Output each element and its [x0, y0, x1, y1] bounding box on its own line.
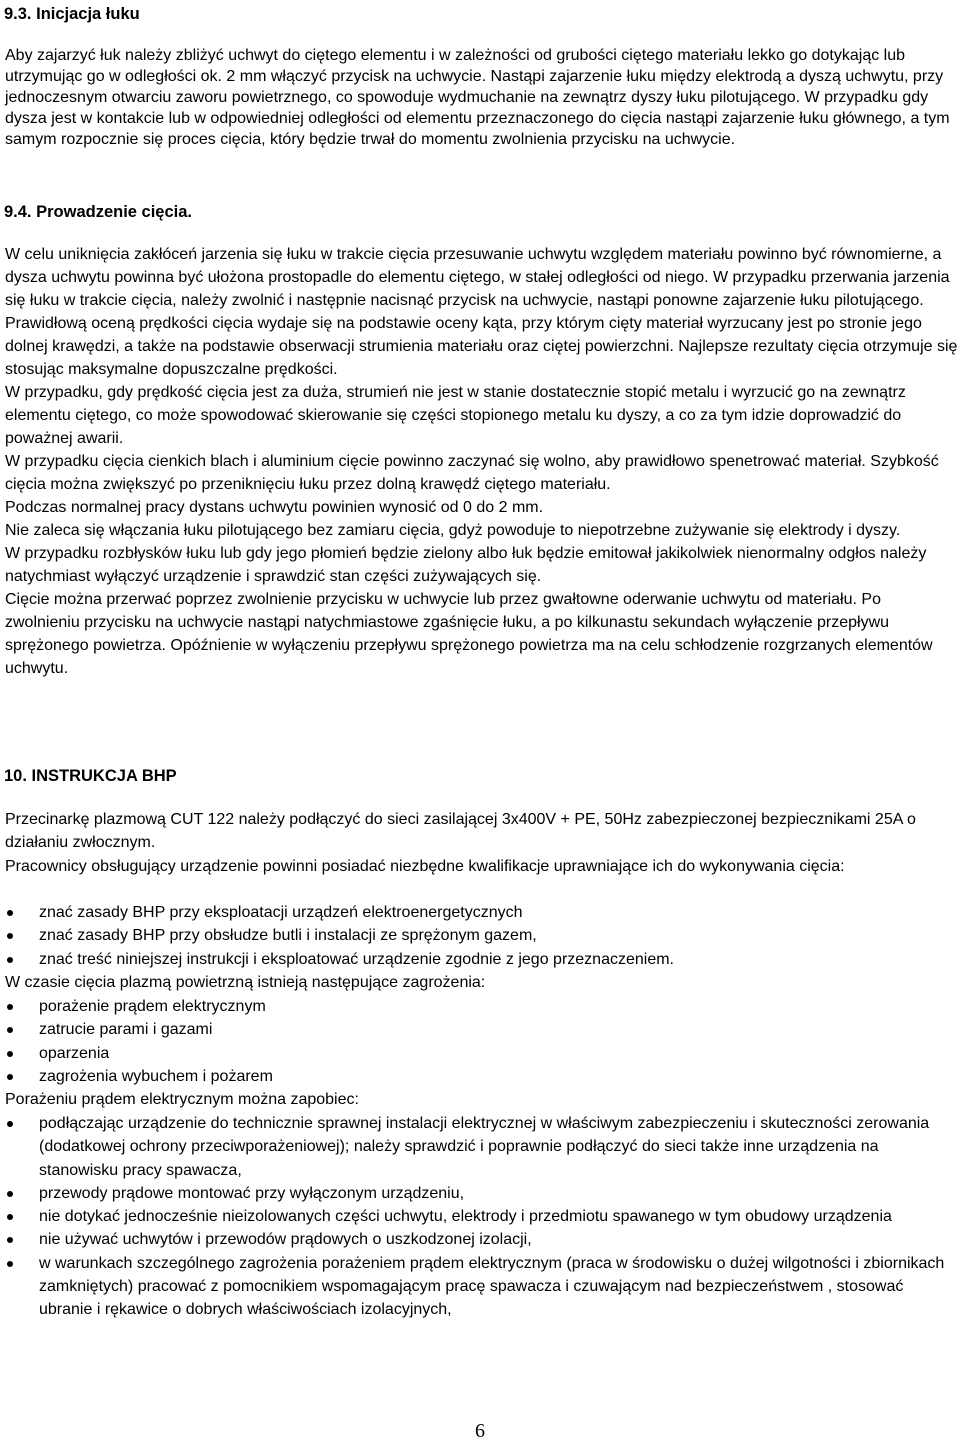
section-heading-10: 10. INSTRUKCJA BHP [4, 767, 177, 785]
paragraph: Przecinarkę plazmową CUT 122 należy podłączyć do sieci zasilającej 3x400V + PE, 50Hz zabezpieczonej bezpiecznikami 25A o działaniu zwłocznym. [5, 811, 916, 852]
paragraph: W przypadku rozbłysków łuku lub gdy jego płomień będzie zielony albo łuk będzie emitował jakikolwiek nienormalny odgłos należy natychmiast wyłączyć urządzenie i sprawdzić stan części zużywających się. [5, 545, 927, 585]
paragraph: Prawidłową oceną prędkości cięcia wydaje się na podstawie oceny kąta, przy którym cięty materiał wyrzucany jest po stronie jego dolnej krawędzi, a także na podstawie obserwacji strumienia materiału oraz ciętej powierzchni. Najlepsze rezultaty cięcia otrzymuje się stosując maksymalne dopuszczalne prędkości. [5, 315, 958, 378]
section-10-intro [5, 808, 958, 878]
bullet-icon [7, 1121, 13, 1127]
bullet-icon [7, 1261, 13, 1267]
qualifications-list [0, 901, 960, 971]
list-item: porażenie prądem elektrycznym [0, 995, 960, 1018]
hazards-list [0, 995, 960, 1088]
list-item: znać zasady BHP przy eksploatacji urządzeń elektroenergetycznych [0, 901, 960, 924]
page-number: 6 [475, 1420, 485, 1442]
bullet-icon [7, 1191, 13, 1197]
list-item: zatrucie parami i gazami [0, 1018, 960, 1041]
list-item: podłączając urządzenie do technicznie sprawnej instalacji elektrycznej w właściwym zabezpieczeniu i skuteczności zerowania (dodatkowej ochrony przeciwporażeniowej); należy sprawdzić i poprawnie podłączyć do sieci także inne urządzenia na stanowisku pracy spawacza, [0, 1112, 960, 1182]
bullet-icon [7, 1051, 13, 1057]
prevention-intro: Porażeniu prądem elektrycznym można zapobiec: [5, 1091, 359, 1108]
list-item: zagrożenia wybuchem i pożarem [0, 1065, 960, 1088]
bullet-icon [7, 957, 13, 963]
bullet-icon [7, 933, 13, 939]
list-item: znać zasady BHP przy obsłudze butli i instalacji ze sprężonym gazem, [0, 924, 960, 947]
list-item: w warunkach szczególnego zagrożenia porażeniem prądem elektrycznym (praca w środowisku o dużej wilgotności i zbiornikach zamkniętych) pracować z pomocnikiem wspomagającym pracę spawacza i czuwającym nad bezpieczeństwem , stosować ubranie i rękawice o dobrych właściwościach izolacyjnych, [0, 1252, 960, 1322]
list-item: znać treść niniejszej instrukcji i eksploatować urządzenie zgodnie z jego przeznaczeniem. [0, 948, 960, 971]
paragraph: Aby zajarzyć łuk należy zbliżyć uchwyt do ciętego elementu i w zależności od grubości ciętego materiału lekko go dotykając lub utrzymując go w odległości ok. 2 mm włączyć przycisk na uchwycie. Nastąpi zajarzenie łuku między elektrodą a dyszą uchwytu, przy jednoczesnym otwarciu zaworu powietrznego, co spowoduje wydmuchanie na zewnątrz dyszy łuku pilotującego. W przypadku gdy dysza jest w kontakcie lub w odpowiedniej odległości od elementu przeznaczonego do cięcia nastąpi zajarzenie łuku głównego, a tym samym rozpocznie się proces cięcia, który będzie trwał do momentu zwolnienia przycisku na uchwycie. [5, 47, 950, 148]
bullet-icon [7, 1074, 13, 1080]
paragraph: W celu uniknięcia zakłóceń jarzenia się łuku w trakcie cięcia przesuwanie uchwytu względem materiału powinno być równomierne, a dysza uchwytu powinna być ułożona prostopadle do elementu ciętego, w stałej odległości od niego. W przypadku przerwania jarzenia się łuku w trakcie cięcia, należy zwolnić i następnie nacisnąć przycisk na uchwycie, nastąpi ponowne zajarzenie łuku pilotującego. [5, 246, 950, 309]
list-item: przewody prądowe montować przy wyłączonym urządzeniu, [0, 1182, 960, 1205]
bullet-icon [7, 1214, 13, 1220]
paragraph: W przypadku cięcia cienkich blach i aluminium cięcie powinno zaczynać się wolno, aby prawidłowo spenetrować materiał. Szybkość cięcia można zwiększyć po przeniknięciu łuku przez dolną krawędź ciętego materiału. [5, 453, 939, 493]
list-item: nie dotykać jednocześnie nieizolowanych części uchwytu, elektrody i przedmiotu spawanego w tym obudowy urządzenia [0, 1205, 960, 1228]
section-heading-9-3: 9.3. Inicjacja łuku [4, 5, 140, 23]
paragraph: Cięcie można przerwać poprzez zwolnienie przycisku w uchwycie lub przez gwałtowne oderwanie uchwytu od materiału. Po zwolnieniu przycisku na uchwycie nastąpi natychmiastowe zgaśnięcie łuku, a po kilkunastu sekundach wyłączenie przepływu sprężonego powietrza. Opóźnienie w wyłączeniu przepływu sprężonego powietrza ma na celu schłodzenie rozgrzanych elementów uchwytu. [5, 591, 933, 677]
bullet-icon [7, 1237, 13, 1243]
prevention-list [0, 1112, 960, 1322]
paragraph: W przypadku, gdy prędkość cięcia jest za duża, strumień nie jest w stanie dostatecznie stopić metalu i wyrzucić go na zewnątrz elementu ciętego, co może spowodować skierowanie się części stopionego metalu ku dyszy, a co za tym idzie doprowadzić do poważnej awarii. [5, 384, 906, 447]
hazards-intro: W czasie cięcia plazmą powietrzną istnieją następujące zagrożenia: [5, 974, 486, 991]
paragraph: Nie zaleca się włączania łuku pilotującego bez zamiaru cięcia, gdyż powoduje to niepotrzebne zużywanie się elektrody i dyszy. [5, 522, 901, 539]
section-heading-9-4: 9.4. Prowadzenie cięcia. [4, 203, 193, 221]
paragraph: Podczas normalnej pracy dystans uchwytu powinien wynosić od 0 do 2 mm. [5, 499, 544, 516]
paragraph: Pracownicy obsługujący urządzenie powinni posiadać niezbędne kwalifikacje uprawniające ich do wykonywania cięcia: [5, 857, 845, 875]
section-9-3-paragraph [5, 45, 958, 150]
bullet-icon [7, 910, 13, 916]
bullet-icon [7, 1027, 13, 1033]
list-item: oparzenia [0, 1042, 960, 1065]
section-9-4-body [5, 243, 958, 680]
list-item: nie używać uchwytów i przewodów prądowych o uszkodzonej izolacji, [0, 1228, 960, 1251]
bullet-icon [7, 1004, 13, 1010]
